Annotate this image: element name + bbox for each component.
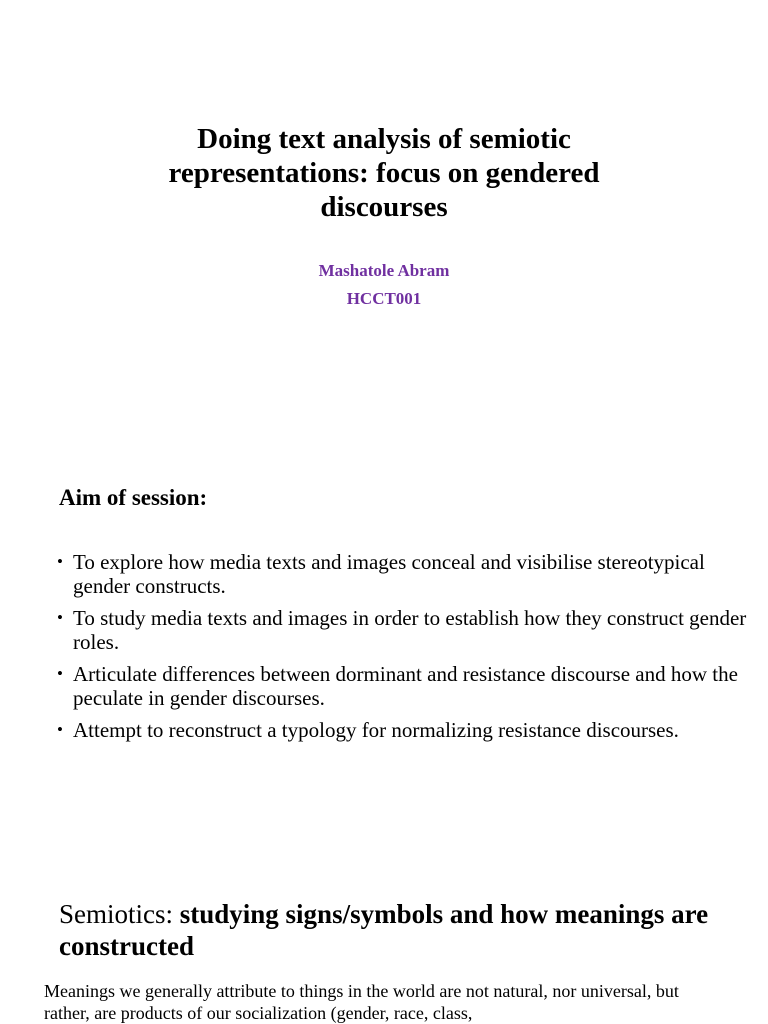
bullet-icon: •	[57, 608, 63, 627]
semiotics-heading-lead: Semiotics:	[59, 899, 180, 929]
list-item	[57, 550, 747, 598]
list-item-text: To study media texts and images in order to establish how they construct gender roles.	[73, 606, 747, 654]
list-item-text: Attempt to reconstruct a typology for normalizing resistance discourses.	[73, 718, 679, 742]
list-item-text: Articulate differences between dorminant and resistance discourse and how the peculate in gender discourses.	[73, 662, 738, 710]
semiotics-paragraph: Meanings we generally attribute to things in the world are not natural, nor universal, but rather, are products of our socialization (gender, race, class,	[44, 981, 679, 1023]
list-item	[57, 662, 747, 710]
list-item	[57, 606, 747, 654]
aim-heading: Aim of session:	[59, 485, 208, 510]
semiotics-heading-bold: studying signs/symbols and how meanings are constructed	[59, 899, 709, 961]
page-title: Doing text analysis of semiotic representations: focus on gendered discourses	[168, 123, 600, 223]
aim-bullet-list	[57, 550, 747, 750]
list-item	[57, 718, 747, 742]
course-code: HCCT001	[346, 289, 422, 308]
bullet-icon: •	[57, 552, 63, 571]
bullet-icon: •	[57, 720, 63, 739]
semiotics-heading	[59, 898, 739, 962]
bullet-icon: •	[57, 664, 63, 683]
author-name: Mashatole Abram	[318, 261, 450, 280]
list-item-text: To explore how media texts and images conceal and visibilise stereotypical gender constructs.	[73, 550, 705, 598]
